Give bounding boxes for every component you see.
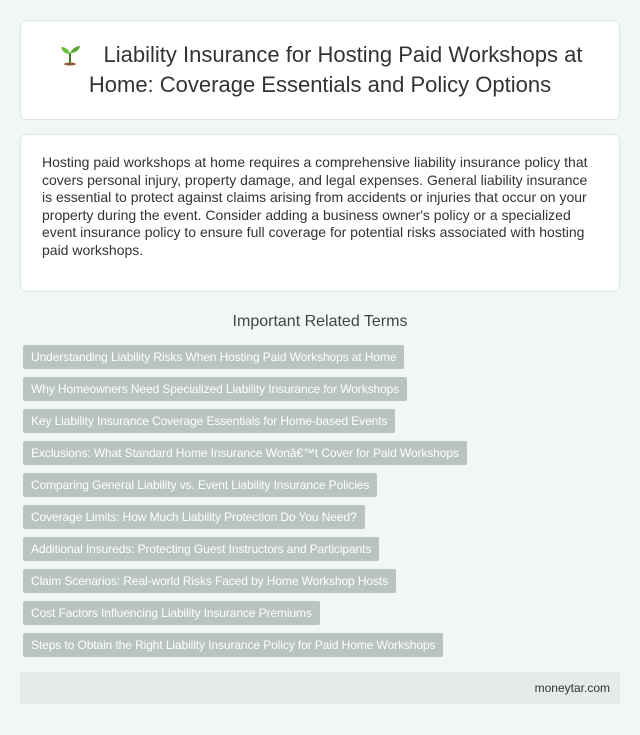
related-term-link[interactable]: Exclusions: What Standard Home Insurance Wonâ€™t Cover for Paid Workshops — [23, 441, 467, 465]
footer-site-name[interactable]: moneytar.com — [534, 681, 610, 695]
page-title-text: Liability Insurance for Hosting Paid Workshops at Home: Coverage Essentials and Policy Options — [88, 42, 583, 97]
related-term-link[interactable]: Steps to Obtain the Right Liability Insurance Policy for Paid Home Workshops — [23, 633, 443, 657]
related-term-link[interactable]: Why Homeowners Need Specialized Liability Insurance for Workshops — [23, 377, 407, 401]
sprout-icon — [58, 42, 82, 66]
related-term-link[interactable]: Key Liability Insurance Coverage Essentials for Home-based Events — [23, 409, 395, 433]
related-term-link[interactable]: Understanding Liability Risks When Hosting Paid Workshops at Home — [23, 345, 404, 369]
footer — [20, 672, 620, 704]
related-term-link[interactable]: Claim Scenarios: Real-world Risks Faced by Home Workshop Hosts — [23, 569, 396, 593]
intro-card — [20, 134, 620, 292]
title-card — [20, 20, 620, 120]
related-terms-list — [23, 345, 623, 665]
related-term-link[interactable]: Cost Factors Influencing Liability Insurance Premiums — [23, 601, 320, 625]
intro-paragraph: Hosting paid workshops at home requires a comprehensive liability insurance policy that covers personal injury, property damage, and legal expenses. General liability insurance is essential to protect against claims arising from accidents or injuries that occur on your property during the event. Consider adding a business owner's policy or a specialized event insurance policy to ensure full coverage for potential risks associated with hosting paid workshops. — [42, 154, 588, 258]
related-terms-heading: Important Related Terms — [232, 313, 408, 330]
related-term-link[interactable]: Additional Insureds: Protecting Guest Instructors and Participants — [23, 537, 379, 561]
page-title — [41, 40, 599, 100]
related-term-link[interactable]: Coverage Limits: How Much Liability Protection Do You Need? — [23, 505, 365, 529]
related-term-link[interactable]: Comparing General Liability vs. Event Liability Insurance Policies — [23, 473, 377, 497]
